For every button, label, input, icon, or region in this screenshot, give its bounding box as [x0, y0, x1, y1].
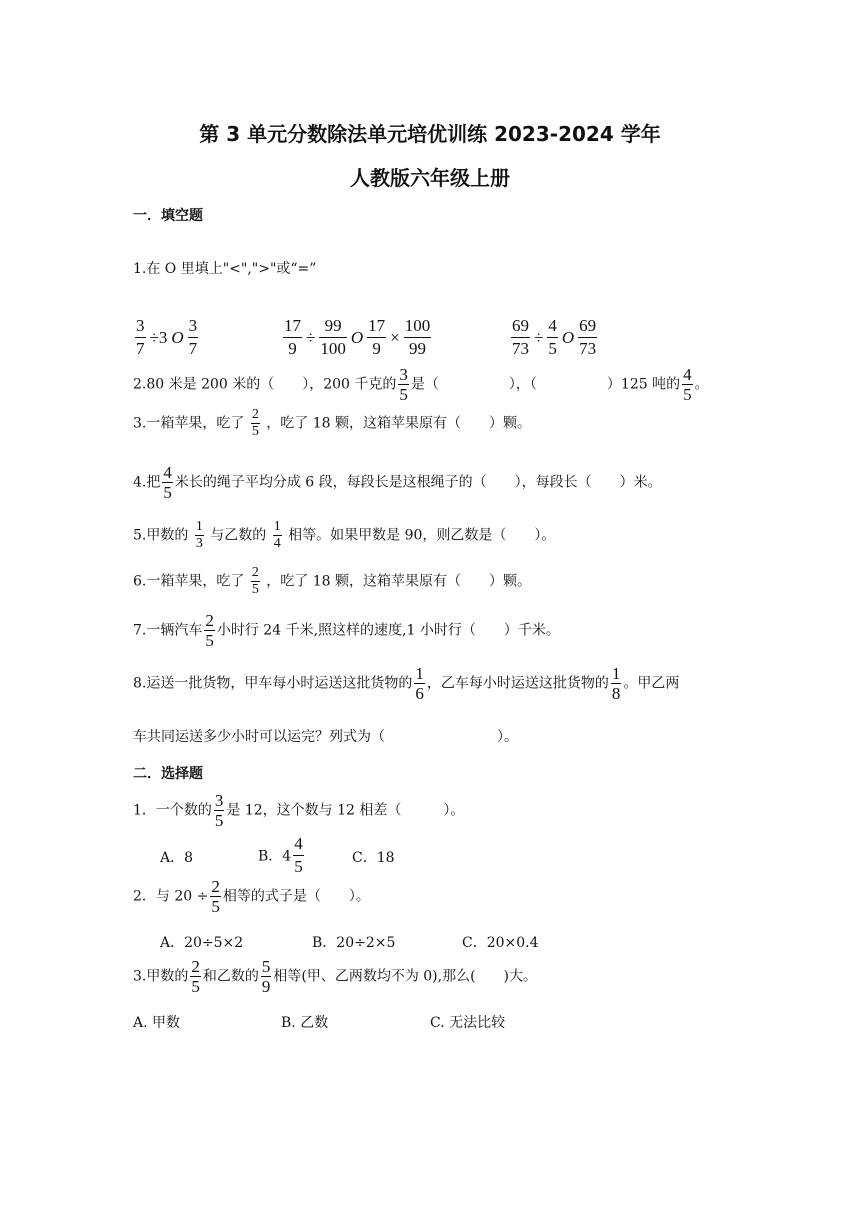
section-heading-fill: 一．填空题 — [133, 208, 203, 224]
choice-question-1: 1．一个数的 $\frac{3}{5}$ 是 12，这个数与 12 相差（ ）。 — [133, 791, 465, 830]
compare-circle[interactable]: O — [171, 327, 184, 347]
compare-circle[interactable]: O — [350, 327, 364, 347]
choice-2-option-b[interactable]: B．20÷2×5 — [312, 935, 396, 951]
choice-1-option-c[interactable]: C．18 — [352, 850, 395, 866]
expression-2: $\frac{17}{9}$ ÷ $\frac{99}{100}$ O $\frac{17}{9}$ × $\frac{100}{99}$ — [284, 316, 431, 358]
choice-1-option-b[interactable]: B．4 $\frac{4}{5}$ — [258, 834, 303, 876]
title-line-2: 人教版六年级上册 — [350, 166, 510, 190]
section-heading-choice: 二．选择题 — [133, 766, 203, 782]
expression-1: $\frac{3}{7}$ ÷3 O $\frac{3}{7}$ — [136, 316, 198, 358]
compare-circle[interactable]: O — [561, 327, 575, 347]
question-5: 5.甲数的 $\frac{1}{3}$ 与乙数的 $\frac{1}{4}$ 相等。如果甲数是 90，则乙数是（ ）。 — [133, 519, 556, 551]
question-8: 8.运送一批货物，甲车每小时运送这批货物的 $\frac{1}{6}$ ，乙车每小时运送这批货物的 $\frac{1}{8}$ 。甲乙两 — [133, 664, 680, 703]
expression-3: $\frac{69}{73}$ ÷ $\frac{4}{5}$ O $\frac{69}{73}$ — [512, 316, 597, 358]
question-8-line-2: 车共同运送多少小时可以运完？列式为（ ）。 — [133, 729, 518, 745]
question-1-text: 1.在 O 里填上"<",">"或“=” — [133, 261, 317, 277]
question-3: 3.一箱苹果，吃了 $\frac{2}{5}$ ，吃了 18 颗，这箱苹果原有（ ）颗。 — [133, 407, 531, 439]
choice-question-2: 2．与 20 ÷ $\frac{2}{5}$ 相等的式子是（ ）。 — [133, 877, 370, 916]
choice-question-3: 3.甲数的 $\frac{2}{5}$ 和乙数的 $\frac{5}{9}$ 相等(甲、乙两数均不为 0),那么( )大。 — [133, 957, 538, 996]
question-4: 4.把 $\frac{4}{5}$ 米长的绳子平均分成 6 段，每段长是这根绳子的（ ），每段长（ ）米。 — [133, 463, 662, 502]
choice-3-option-b[interactable]: B. 乙数 — [281, 1015, 329, 1031]
choice-2-option-c[interactable]: C．20×0.4 — [462, 935, 539, 951]
title-line-1: 第 3 单元分数除法单元培优训练 2023-2024 学年 — [199, 122, 661, 146]
question-6: 6.一箱苹果，吃了 $\frac{2}{5}$ ，吃了 18 颗，这箱苹果原有（ ）颗。 — [133, 565, 531, 597]
choice-3-option-a[interactable]: A. 甲数 — [133, 1015, 181, 1031]
question-7: 7.一辆汽车 $\frac{2}{5}$ 小时行 24 千米,照这样的速度,1 小时行（ ）千米。 — [133, 611, 560, 650]
choice-2-option-a[interactable]: A．20÷5×2 — [160, 935, 244, 951]
question-2: 2.80 米是 200 米的（ ），200 千克的 $\frac{3}{5}$ 是（ ），（ ）125 吨的 $\frac{4}{5}$ 。 — [133, 365, 709, 404]
choice-1-option-a[interactable]: A．8 — [160, 850, 194, 866]
choice-3-option-c[interactable]: C. 无法比较 — [430, 1015, 506, 1031]
